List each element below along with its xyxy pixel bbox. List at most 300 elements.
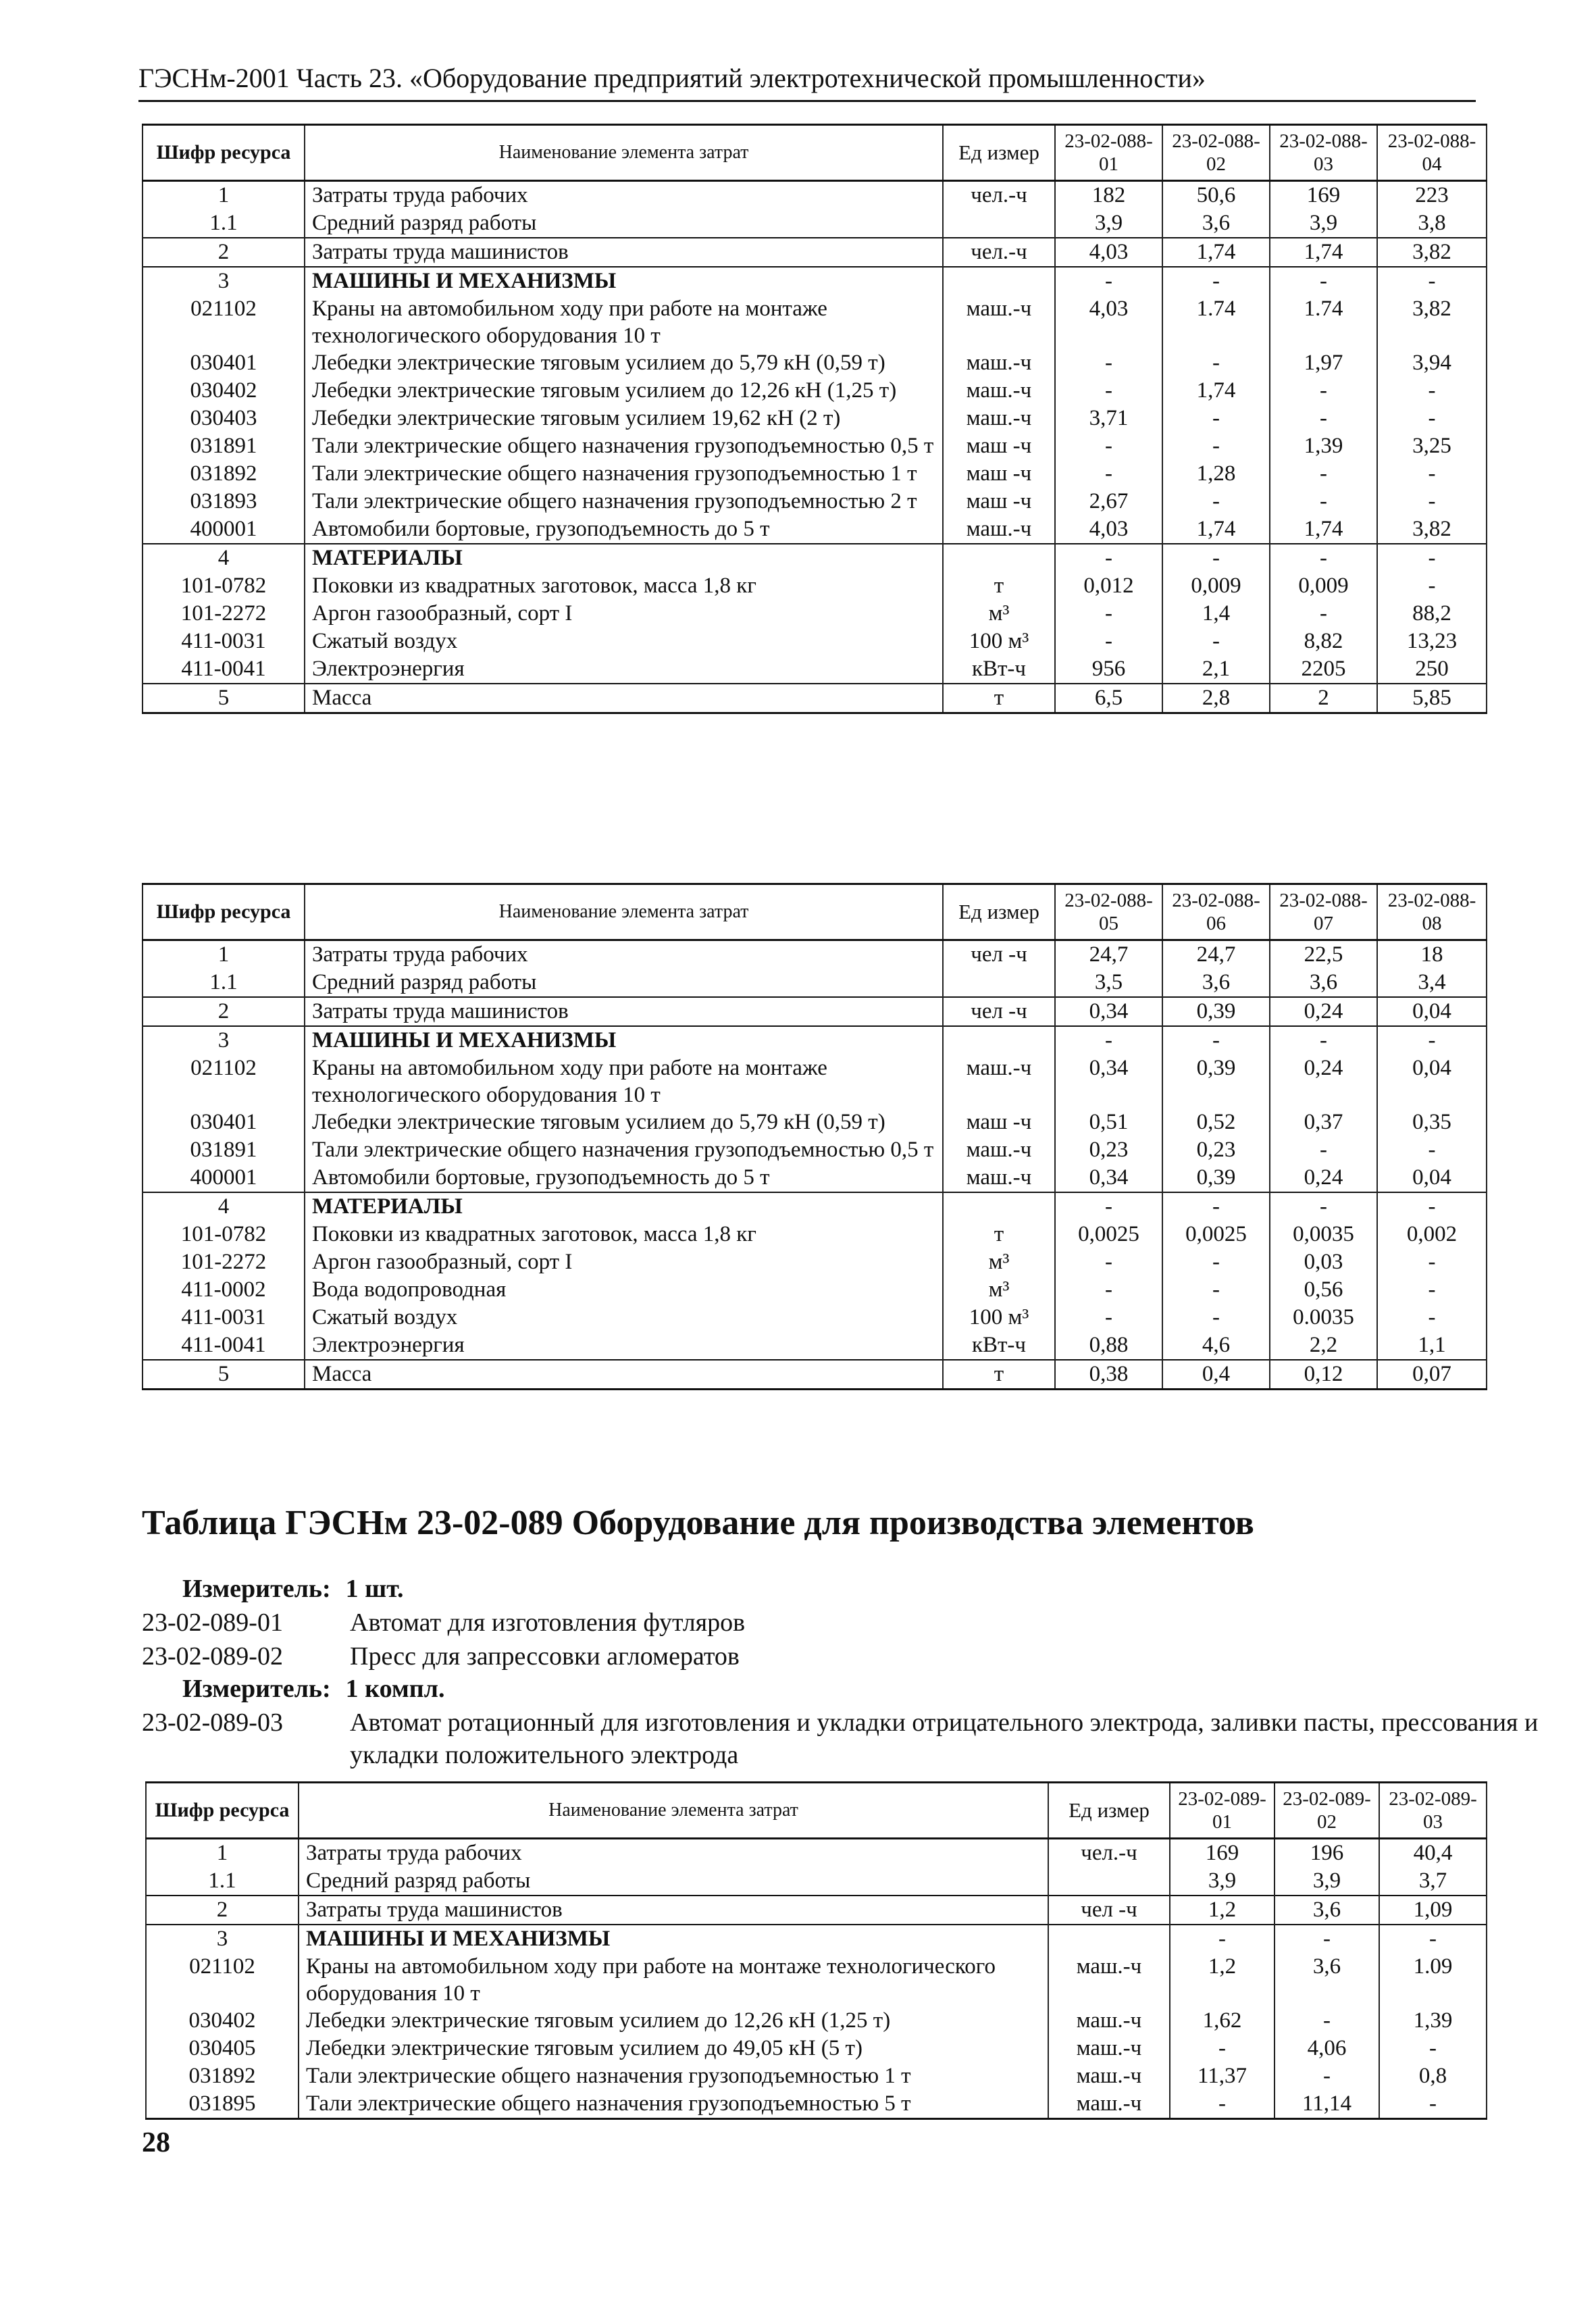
table-row: [146, 1839, 1487, 1868]
cost-element-name-cell: Средний разряд работы: [305, 209, 943, 238]
unit-cell: маш.-ч: [943, 515, 1055, 544]
norm-value-cell: -: [1162, 1304, 1270, 1331]
cost-element-name-cell: Тали электрические общего назначения грузоподъемностью 1 т: [299, 2062, 1048, 2090]
table-row: [143, 940, 1487, 969]
table-row: [143, 1192, 1487, 1221]
resource-code-cell: 400001: [143, 515, 305, 544]
unit-cell: маш.-ч: [1048, 2035, 1170, 2062]
resource-code-cell: 400001: [143, 1164, 305, 1192]
resource-code-cell: 031891: [143, 1136, 305, 1164]
norm-value-cell: -: [1379, 1925, 1487, 1953]
norm-value-cell: 3,82: [1377, 238, 1487, 267]
header-unit: Ед измер: [943, 884, 1055, 940]
table-header-row: [146, 1783, 1487, 1839]
cost-element-name-cell: Лебедки электрические тяговым усилием до 12,26 кН (1,25 т): [299, 2007, 1048, 2035]
table-header-row: [143, 884, 1487, 940]
norm-value-cell: 3,7: [1379, 1867, 1487, 1896]
page-header: ГЭСНм-2001 Часть 23. «Оборудование предприятий электротехнической промышленности»: [138, 59, 1476, 102]
norm-value-cell: 0,37: [1270, 1109, 1377, 1136]
norm-value-cell: 0,04: [1377, 1164, 1487, 1192]
resource-code-cell: 5: [143, 684, 305, 713]
unit-cell: т: [943, 1360, 1055, 1390]
norm-value-cell: 0,34: [1055, 997, 1162, 1026]
norm-value-cell: 5,85: [1377, 684, 1487, 713]
norm-value-cell: -: [1377, 377, 1487, 405]
norm-value-cell: 223: [1377, 181, 1487, 210]
norm-value-cell: 0,35: [1377, 1109, 1487, 1136]
cost-element-name-cell: Аргон газообразный, сорт I: [305, 1248, 943, 1276]
norm-value-cell: 11,14: [1275, 2090, 1379, 2119]
page-number: 28: [142, 2127, 170, 2158]
cost-element-name-cell: Затраты труда рабочих: [305, 940, 943, 969]
norm-value-cell: -: [1162, 628, 1270, 655]
norm-value-cell: 0,03: [1270, 1248, 1377, 1276]
unit-cell: маш -ч: [943, 460, 1055, 488]
table-row: [143, 1304, 1487, 1331]
norm-value-cell: 1,09: [1379, 1896, 1487, 1925]
norm-value-cell: 1.74: [1162, 295, 1270, 349]
norm-value-cell: 182: [1055, 181, 1162, 210]
table-row: [146, 2062, 1487, 2090]
norm-value-cell: -: [1275, 2007, 1379, 2035]
resource-code-cell: 101-0782: [143, 1221, 305, 1248]
resource-code-cell: 1: [143, 940, 305, 969]
norm-value-cell: -: [1270, 460, 1377, 488]
norm-code: 23-02-089-01: [142, 1608, 283, 1637]
norm-value-cell: 24,7: [1055, 940, 1162, 969]
cost-element-name-cell: Затраты труда машинистов: [305, 238, 943, 267]
unit-cell: маш.-ч: [943, 1054, 1055, 1109]
header-norm-column: 23-02-088-07: [1270, 884, 1377, 940]
norm-value-cell: 1,28: [1162, 460, 1270, 488]
norm-code: 23-02-089-02: [142, 1642, 283, 1671]
norm-value-cell: 3,8: [1377, 209, 1487, 238]
measure-line-2: [182, 1674, 444, 1704]
norm-value-cell: 3,6: [1270, 969, 1377, 997]
norm-value-cell: -: [1162, 432, 1270, 460]
cost-element-name-cell: Масса: [305, 684, 943, 713]
header-cost-element-name: Наименование элемента затрат: [305, 884, 943, 940]
header-unit: Ед измер: [1048, 1783, 1170, 1839]
norm-value-cell: 22,5: [1270, 940, 1377, 969]
cost-element-name-cell: Затраты труда машинистов: [299, 1896, 1048, 1925]
norm-value-cell: 1,2: [1170, 1953, 1275, 2007]
norm-value-cell: 1,97: [1270, 349, 1377, 377]
norm-description: Пресс для запрессовки агломератов: [350, 1642, 740, 1671]
table-row: [143, 997, 1487, 1026]
norm-value-cell: 3,5: [1055, 969, 1162, 997]
measure-label: Измеритель:: [182, 1675, 331, 1703]
norm-value-cell: 1,62: [1170, 2007, 1275, 2035]
cost-element-name-cell: Сжатый воздух: [305, 1304, 943, 1331]
table-row: [146, 1896, 1487, 1925]
table-row: [143, 1276, 1487, 1304]
norm-value-cell: 3,6: [1275, 1953, 1379, 2007]
norm-value-cell: 0,34: [1055, 1054, 1162, 1109]
norm-value-cell: 0,24: [1270, 997, 1377, 1026]
norm-value-cell: -: [1162, 1248, 1270, 1276]
cost-element-name-cell: Лебедки электрические тяговым усилием до 5,79 кН (0,59 т): [305, 349, 943, 377]
resource-code-cell: 030401: [143, 349, 305, 377]
table-row: [143, 1054, 1487, 1109]
resource-code-cell: 1.1: [143, 969, 305, 997]
norm-value-cell: 2: [1270, 684, 1377, 713]
table-row: [143, 572, 1487, 600]
table-row: [146, 2007, 1487, 2035]
cost-element-name-cell: Краны на автомобильном ходу при работе на монтаже технологического оборудования 10 т: [305, 1054, 943, 1109]
resource-table-088-01-04: [142, 124, 1487, 714]
resource-code-cell: 2: [143, 997, 305, 1026]
norm-value-cell: 0,51: [1055, 1109, 1162, 1136]
norm-value-cell: -: [1275, 1925, 1379, 1953]
norm-value-cell: 2205: [1270, 655, 1377, 684]
unit-cell: кВт-ч: [943, 1331, 1055, 1360]
norm-value-cell: 0,12: [1270, 1360, 1377, 1390]
resource-code-cell: 101-0782: [143, 572, 305, 600]
norm-value-cell: 1,74: [1270, 238, 1377, 267]
table-row: [143, 600, 1487, 628]
norm-value-cell: 3,9: [1270, 209, 1377, 238]
norm-value-cell: 3,6: [1275, 1896, 1379, 1925]
cost-element-name-cell: Затраты труда рабочих: [299, 1839, 1048, 1868]
header-norm-column: 23-02-088-05: [1055, 884, 1162, 940]
norm-value-cell: 4,06: [1275, 2035, 1379, 2062]
unit-cell: маш.-ч: [1048, 2062, 1170, 2090]
resource-code-cell: 031895: [146, 2090, 299, 2119]
norm-value-cell: 0,4: [1162, 1360, 1270, 1390]
norm-value-cell: 1,39: [1270, 432, 1377, 460]
unit-cell: чел -ч: [1048, 1896, 1170, 1925]
resource-code-cell: 021102: [143, 295, 305, 349]
norm-value-cell: 0,34: [1055, 1164, 1162, 1192]
norm-value-cell: 0,39: [1162, 1054, 1270, 1109]
norm-value-cell: 4,03: [1055, 515, 1162, 544]
table-row: [146, 2035, 1487, 2062]
unit-cell: маш.-ч: [943, 377, 1055, 405]
table-row: [143, 238, 1487, 267]
norm-value-cell: -: [1377, 488, 1487, 515]
norm-value-cell: 169: [1270, 181, 1377, 210]
cost-element-name-cell: Масса: [305, 1360, 943, 1390]
norm-value-cell: -: [1377, 1026, 1487, 1054]
header-norm-column: 23-02-088-08: [1377, 884, 1487, 940]
cost-element-name-cell: Вода водопроводная: [305, 1276, 943, 1304]
header-norm-column: 23-02-089-02: [1275, 1783, 1379, 1839]
norm-description: Автомат для изготовления футляров: [350, 1608, 746, 1637]
unit-cell: чел.-ч: [1048, 1839, 1170, 1868]
table-row: [143, 1026, 1487, 1054]
cost-element-name-cell: МАШИНЫ И МЕХАНИЗМЫ: [305, 267, 943, 295]
header-norm-column: 23-02-089-03: [1379, 1783, 1487, 1839]
norm-value-cell: -: [1377, 1136, 1487, 1164]
resource-code-cell: 030402: [143, 377, 305, 405]
cost-element-name-cell: Краны на автомобильном ходу при работе на монтаже технологического оборудования 10 т: [299, 1953, 1048, 2007]
norm-value-cell: 1,74: [1270, 515, 1377, 544]
unit-cell: т: [943, 572, 1055, 600]
norm-description: Автомат ротационный для изготовления и укладки отрицательного электрода, заливки пасты, прессования и укладки положительного электрода: [350, 1708, 1539, 1769]
norm-value-cell: 1,4: [1162, 600, 1270, 628]
resource-code-cell: 031893: [143, 488, 305, 515]
measure-value: 1 шт.: [345, 1575, 404, 1603]
resource-code-cell: 030403: [143, 405, 305, 432]
norm-value-cell: 0,04: [1377, 997, 1487, 1026]
resource-code-cell: 101-2272: [143, 600, 305, 628]
norm-value-cell: -: [1270, 267, 1377, 295]
table-row: [146, 1867, 1487, 1896]
norm-value-cell: -: [1055, 1026, 1162, 1054]
norm-value-cell: -: [1377, 1192, 1487, 1221]
unit-cell: маш.-ч: [943, 295, 1055, 349]
norm-value-cell: 0,002: [1377, 1221, 1487, 1248]
norm-value-cell: 4,03: [1055, 295, 1162, 349]
norm-value-cell: 3,82: [1377, 515, 1487, 544]
resource-code-cell: 3: [143, 1026, 305, 1054]
norm-value-cell: -: [1055, 628, 1162, 655]
unit-cell: [943, 1192, 1055, 1221]
norm-value-cell: 0,24: [1270, 1164, 1377, 1192]
norm-value-cell: 1,74: [1162, 238, 1270, 267]
norm-code: 23-02-089-03: [142, 1708, 283, 1737]
table-row: [143, 209, 1487, 238]
norm-value-cell: 1,74: [1162, 377, 1270, 405]
header-norm-column: 23-02-089-01: [1170, 1783, 1275, 1839]
norm-value-cell: 1.09: [1379, 1953, 1487, 2007]
cost-element-name-cell: Поковки из квадратных заготовок, масса 1,8 кг: [305, 1221, 943, 1248]
norm-value-cell: 2,2: [1270, 1331, 1377, 1360]
unit-cell: т: [943, 684, 1055, 713]
norm-value-cell: -: [1170, 2090, 1275, 2119]
norm-value-cell: -: [1379, 2090, 1487, 2119]
resource-code-cell: 411-0031: [143, 628, 305, 655]
table-row: [143, 544, 1487, 572]
cost-element-name-cell: Лебедки электрические тяговым усилием до 5,79 кН (0,59 т): [305, 1109, 943, 1136]
norm-value-cell: -: [1270, 544, 1377, 572]
table-row: [143, 1360, 1487, 1390]
norm-value-cell: -: [1055, 600, 1162, 628]
norm-value-cell: 0,0025: [1055, 1221, 1162, 1248]
norm-value-cell: 1,39: [1379, 2007, 1487, 2035]
norm-value-cell: 50,6: [1162, 181, 1270, 210]
cost-element-name-cell: МАТЕРИАЛЫ: [305, 1192, 943, 1221]
unit-cell: маш.-ч: [1048, 1953, 1170, 2007]
table-row: [143, 349, 1487, 377]
resource-code-cell: 030405: [146, 2035, 299, 2062]
norm-value-cell: 3,82: [1377, 295, 1487, 349]
resource-code-cell: 4: [143, 544, 305, 572]
norm-value-cell: -: [1170, 1925, 1275, 1953]
resource-code-cell: 5: [143, 1360, 305, 1390]
resource-code-cell: 030401: [143, 1109, 305, 1136]
norm-value-cell: 0,39: [1162, 997, 1270, 1026]
norm-value-cell: -: [1275, 2062, 1379, 2090]
norm-value-cell: -: [1170, 2035, 1275, 2062]
norm-value-cell: -: [1377, 460, 1487, 488]
norm-value-cell: -: [1162, 405, 1270, 432]
cost-element-name-cell: МАТЕРИАЛЫ: [305, 544, 943, 572]
norm-value-cell: 0,38: [1055, 1360, 1162, 1390]
norm-value-cell: 3,9: [1055, 209, 1162, 238]
norm-value-cell: 2,8: [1162, 684, 1270, 713]
table-row: [143, 1248, 1487, 1276]
norm-value-cell: 1,74: [1162, 515, 1270, 544]
measure-value: 1 компл.: [345, 1675, 445, 1703]
norm-value-cell: -: [1270, 405, 1377, 432]
norm-value-cell: 4,03: [1055, 238, 1162, 267]
norm-value-cell: -: [1377, 1304, 1487, 1331]
measure-line-1: [182, 1574, 404, 1604]
resource-code-cell: 4: [143, 1192, 305, 1221]
table-row: [146, 2090, 1487, 2119]
norm-value-cell: 0,88: [1055, 1331, 1162, 1360]
norm-value-cell: -: [1377, 572, 1487, 600]
norm-value-cell: -: [1055, 432, 1162, 460]
table-row: [143, 628, 1487, 655]
header-norm-column: 23-02-088-01: [1055, 125, 1162, 181]
norm-value-cell: -: [1270, 377, 1377, 405]
norm-value-cell: 18: [1377, 940, 1487, 969]
resource-code-cell: 101-2272: [143, 1248, 305, 1276]
norm-value-cell: 0,07: [1377, 1360, 1487, 1390]
unit-cell: м³: [943, 600, 1055, 628]
table-row: [143, 1164, 1487, 1192]
norm-value-cell: -: [1055, 1304, 1162, 1331]
norm-value-cell: 3,9: [1275, 1867, 1379, 1896]
header-cost-element-name: Наименование элемента затрат: [299, 1783, 1048, 1839]
norm-value-cell: 88,2: [1377, 600, 1487, 628]
header-resource-code: Шифр ресурса: [143, 884, 305, 940]
unit-cell: маш -ч: [943, 488, 1055, 515]
norm-value-cell: -: [1162, 544, 1270, 572]
norm-value-cell: 3,6: [1162, 969, 1270, 997]
table-row: [143, 1221, 1487, 1248]
header-norm-column: 23-02-088-02: [1162, 125, 1270, 181]
unit-cell: [1048, 1925, 1170, 1953]
resource-code-cell: 1.1: [143, 209, 305, 238]
unit-cell: маш.-ч: [943, 1136, 1055, 1164]
norm-value-cell: 24,7: [1162, 940, 1270, 969]
cost-element-name-cell: Лебедки электрические тяговым усилием до 49,05 кН (5 т): [299, 2035, 1048, 2062]
resource-code-cell: 1.1: [146, 1867, 299, 1896]
cost-element-name-cell: Тали электрические общего назначения грузоподъемностью 2 т: [305, 488, 943, 515]
norm-value-cell: 0,8: [1379, 2062, 1487, 2090]
table-row: [143, 969, 1487, 997]
norm-value-cell: 40,4: [1379, 1839, 1487, 1868]
resource-code-cell: 030402: [146, 2007, 299, 2035]
resource-code-cell: 2: [143, 238, 305, 267]
norm-value-cell: 0,0025: [1162, 1221, 1270, 1248]
norm-value-cell: -: [1055, 1276, 1162, 1304]
cost-element-name-cell: Аргон газообразный, сорт I: [305, 600, 943, 628]
resource-table-089: [145, 1781, 1487, 2120]
cost-element-name-cell: Средний разряд работы: [305, 969, 943, 997]
header-resource-code: Шифр ресурса: [143, 125, 305, 181]
norm-value-cell: 0.0035: [1270, 1304, 1377, 1331]
norm-value-cell: 0,0035: [1270, 1221, 1377, 1248]
table-row: [143, 377, 1487, 405]
resource-code-cell: 021102: [143, 1054, 305, 1109]
table-header-row: [143, 125, 1487, 181]
norm-value-cell: 6,5: [1055, 684, 1162, 713]
norm-value-cell: 1,1: [1377, 1331, 1487, 1360]
resource-code-cell: 411-0002: [143, 1276, 305, 1304]
table-row: [143, 181, 1487, 210]
unit-cell: чел.-ч: [943, 238, 1055, 267]
norm-value-cell: 0,23: [1055, 1136, 1162, 1164]
norm-value-cell: 1,2: [1170, 1896, 1275, 1925]
norm-value-cell: 3,9: [1170, 1867, 1275, 1896]
resource-code-cell: 3: [146, 1925, 299, 1953]
unit-cell: чел -ч: [943, 940, 1055, 969]
header-norm-column: 23-02-088-03: [1270, 125, 1377, 181]
resource-code-cell: 2: [146, 1896, 299, 1925]
norm-value-cell: -: [1055, 1192, 1162, 1221]
resource-code-cell: 031892: [146, 2062, 299, 2090]
norm-value-cell: -: [1379, 2035, 1487, 2062]
cost-element-name-cell: Затраты труда машинистов: [305, 997, 943, 1026]
cost-element-name-cell: Затраты труда рабочих: [305, 181, 943, 210]
resource-code-cell: 031892: [143, 460, 305, 488]
norm-value-cell: -: [1055, 377, 1162, 405]
table-row: [146, 1925, 1487, 1953]
unit-cell: маш.-ч: [943, 349, 1055, 377]
cost-element-name-cell: Краны на автомобильном ходу при работе на монтаже технологического оборудования 10 т: [305, 295, 943, 349]
resource-code-cell: 411-0041: [143, 1331, 305, 1360]
unit-cell: чел.-ч: [943, 181, 1055, 210]
norm-value-cell: 3,4: [1377, 969, 1487, 997]
unit-cell: м³: [943, 1248, 1055, 1276]
norm-value-cell: -: [1377, 267, 1487, 295]
norm-value-cell: -: [1377, 1248, 1487, 1276]
norm-value-cell: 11,37: [1170, 2062, 1275, 2090]
header-resource-code: Шифр ресурса: [146, 1783, 299, 1839]
unit-cell: т: [943, 1221, 1055, 1248]
header-unit: Ед измер: [943, 125, 1055, 181]
cost-element-name-cell: Тали электрические общего назначения грузоподъемностью 1 т: [305, 460, 943, 488]
unit-cell: [943, 1026, 1055, 1054]
table-row: [143, 432, 1487, 460]
norm-value-cell: 3,6: [1162, 209, 1270, 238]
norm-value-cell: -: [1162, 488, 1270, 515]
cost-element-name-cell: Электроэнергия: [305, 1331, 943, 1360]
cost-element-name-cell: Электроэнергия: [305, 655, 943, 684]
resource-code-cell: 411-0031: [143, 1304, 305, 1331]
unit-cell: чел -ч: [943, 997, 1055, 1026]
table-row: [143, 1109, 1487, 1136]
norm-value-cell: 4,6: [1162, 1331, 1270, 1360]
unit-cell: 100 м³: [943, 628, 1055, 655]
table-row: [143, 488, 1487, 515]
resource-code-cell: 3: [143, 267, 305, 295]
unit-cell: маш.-ч: [1048, 2090, 1170, 2119]
norm-value-cell: -: [1055, 460, 1162, 488]
norm-value-cell: -: [1377, 1276, 1487, 1304]
norm-value-cell: 13,23: [1377, 628, 1487, 655]
resource-code-cell: 1: [146, 1839, 299, 1868]
cost-element-name-cell: Тали электрические общего назначения грузоподъемностью 0,5 т: [305, 1136, 943, 1164]
norm-value-cell: -: [1055, 544, 1162, 572]
cost-element-name-cell: МАШИНЫ И МЕХАНИЗМЫ: [299, 1925, 1048, 1953]
unit-cell: 100 м³: [943, 1304, 1055, 1331]
unit-cell: кВт-ч: [943, 655, 1055, 684]
cost-element-name-cell: Автомобили бортовые, грузоподъемность до 5 т: [305, 515, 943, 544]
norm-value-cell: 196: [1275, 1839, 1379, 1868]
cost-element-name-cell: Тали электрические общего назначения грузоподъемностью 0,5 т: [305, 432, 943, 460]
norm-value-cell: -: [1377, 405, 1487, 432]
table-row: [143, 1331, 1487, 1360]
table-row: [143, 515, 1487, 544]
norm-value-cell: 0,23: [1162, 1136, 1270, 1164]
unit-cell: маш.-ч: [943, 1164, 1055, 1192]
